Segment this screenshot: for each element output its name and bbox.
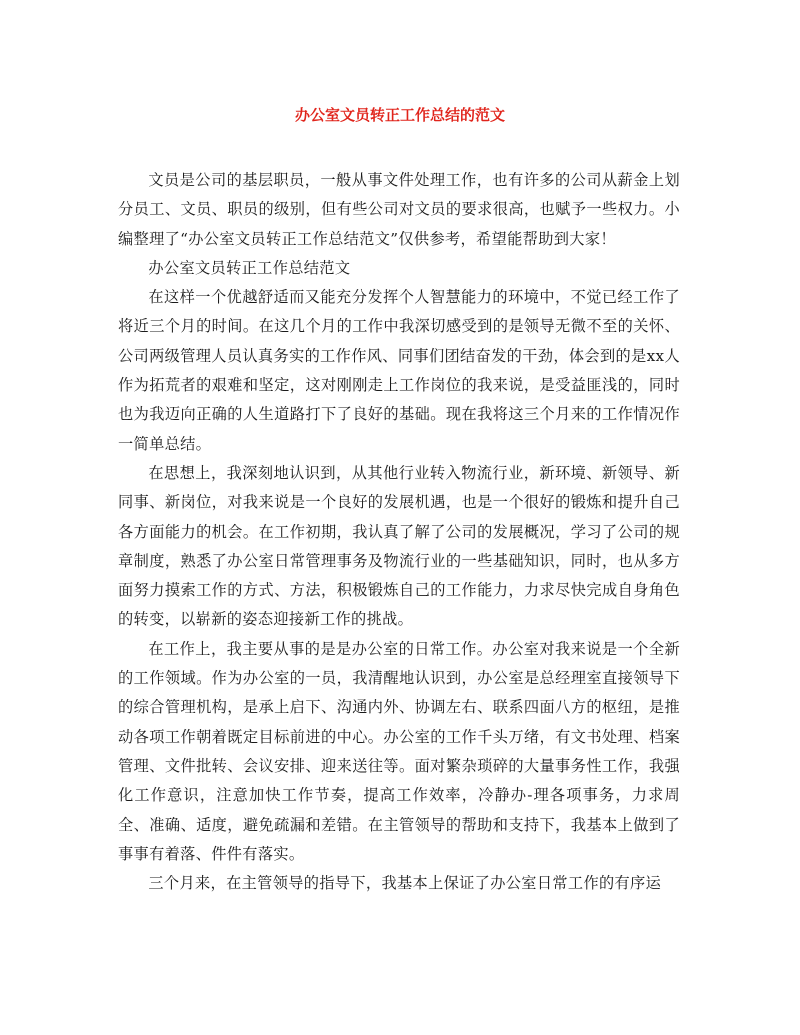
- paragraph-work: 在工作上，我主要从事的是是办公室的日常工作。办公室对我来说是一个全新的工作领域。作为办公室的一员，我清醒地认识到，办公室是总经理室直接领导下的综合管理机构，是承上启下、沟通内外、协调左右、联系四面八方的枢纽，是推动各项工作朝着既定目标前进的中心。办公室的工作千头万绪，有文书处理、档案管理、文件批转、会议安排、迎来送往等。面对繁杂琐碎的大量事务性工作，我强化工作意识，注意加快工作节奏，提高工作效率，冷静办-理各项事务，力求周全、准确、适度，避免疏漏和差错。在主管领导的帮助和支持下，我基本上做到了事事有着落、件件有落实。: [118, 639, 680, 863]
- paragraph-environment: 在这样一个优越舒适而又能充分发挥个人智慧能力的环境中，不觉已经工作了将近三个月的时间。在这几个月的工作中我深切感受到的是领导无微不至的关怀、公司两级管理人员认真务实的工作作风、同事们团结奋发的干劲，体会到的是xx人作为拓荒者的艰难和坚定，这对刚刚走上工作岗位的我来说，是受益匪浅的，同时也为我迈向正确的人生道路打下了良好的基础。现在我将这三个月来的工作情况作一简单总结。: [118, 288, 680, 453]
- document-title: 办公室文员转正工作总结的范文: [294, 106, 505, 124]
- paragraph-three-months: 三个月来，在主管领导的指导下，我基本上保证了办公室日常工作的有序运: [148, 874, 662, 893]
- document-body: [118, 166, 680, 898]
- paragraph-intro: 文员是公司的基层职员，一般从事文件处理工作，也有许多的公司从薪金上划分员工、文员、职员的级别，但有些公司对文员的要求很高，也赋予一些权力。小编整理了“办公室文员转正工作总结范文”仅供参考，希望能帮助到大家！: [118, 171, 680, 248]
- paragraph-subtitle: 办公室文员转正工作总结范文: [148, 258, 351, 277]
- paragraph-thought: 在思想上，我深刻地认识到，从其他行业转入物流行业，新环境、新领导、新同事、新岗位，对我来说是一个良好的发展机遇，也是一个很好的锻炼和提升自己各方面能力的机会。在工作初期，我认真了解了公司的发展概况，学习了公司的规章制度，熟悉了办公室日常管理事务及物流行业的一些基础知识，同时，也从多方面努力摸索工作的方式、方法，积极锻炼自己的工作能力，力求尽快完成自身角色的转变，以崭新的姿态迎接新工作的挑战。: [118, 463, 680, 629]
